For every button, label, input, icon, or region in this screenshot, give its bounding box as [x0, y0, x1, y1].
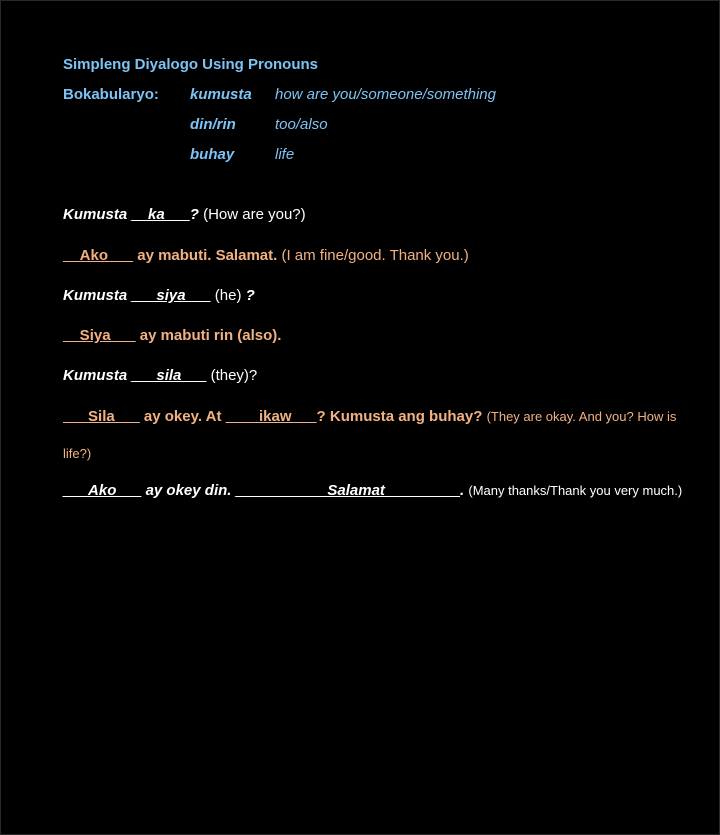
line-prefix: Kumusta — [63, 287, 132, 304]
answer-blank: ___Ako___ — [63, 482, 142, 499]
vocab-meaning: how are you/someone/something — [275, 86, 496, 103]
translation: (They are okay. And you? How is — [486, 409, 677, 424]
dialogue-line-1 — [63, 205, 306, 225]
dialogue-line-5 — [63, 366, 257, 386]
dialogue-line-4 — [63, 326, 281, 346]
line-text: ay okey din. — [141, 482, 236, 499]
answer-blank: __Siya___ — [63, 327, 136, 344]
answer-blank: __Ako___ — [63, 247, 134, 264]
translation: (How are you?) — [203, 206, 306, 223]
paren-note: (they)? — [206, 367, 258, 384]
paren-note: (he) — [210, 287, 246, 304]
answer-blank: ___sila___ — [131, 367, 207, 384]
vocab-word: din/rin — [190, 116, 236, 133]
translation: (I am fine/good. Thank you.) — [281, 247, 469, 264]
answer-blank: ___siya___ — [131, 287, 211, 304]
dialogue-line-3 — [63, 286, 255, 306]
line-suffix: ? — [189, 206, 204, 223]
answer-blank: ____ikaw___ — [225, 408, 317, 425]
line-prefix: Kumusta — [63, 367, 132, 384]
line-text: ? Kumusta ang buhay? — [316, 408, 487, 425]
vocab-meaning: life — [275, 146, 295, 163]
vocab-label: Bokabularyo: — [63, 86, 159, 103]
translation: (Many thanks/Thank you very much.) — [468, 483, 683, 498]
vocab-meaning: too/also — [275, 116, 328, 133]
line-text: ay okey. At — [139, 408, 226, 425]
page-title: Simpleng Diyalogo Using Pronouns — [63, 56, 319, 73]
answer-blank: __ka___ — [131, 206, 190, 223]
line-suffix: . — [460, 482, 469, 499]
line-suffix: ? — [245, 287, 255, 304]
dialogue-line-6-continued: life?) — [63, 446, 92, 461]
line-text: ay mabuti. Salamat. — [133, 247, 282, 264]
dialogue-line-2 — [63, 246, 469, 266]
line-prefix: Kumusta — [63, 206, 132, 223]
line-text: ay mabuti rin (also). — [135, 327, 282, 344]
vocab-word: buhay — [190, 146, 235, 163]
dialogue-line-7 — [63, 481, 682, 501]
dialogue-line-6 — [63, 407, 676, 427]
answer-blank: ___________Salamat_________ — [235, 482, 461, 499]
answer-blank: ___Sila___ — [63, 408, 140, 425]
vocab-word: kumusta — [190, 86, 252, 103]
